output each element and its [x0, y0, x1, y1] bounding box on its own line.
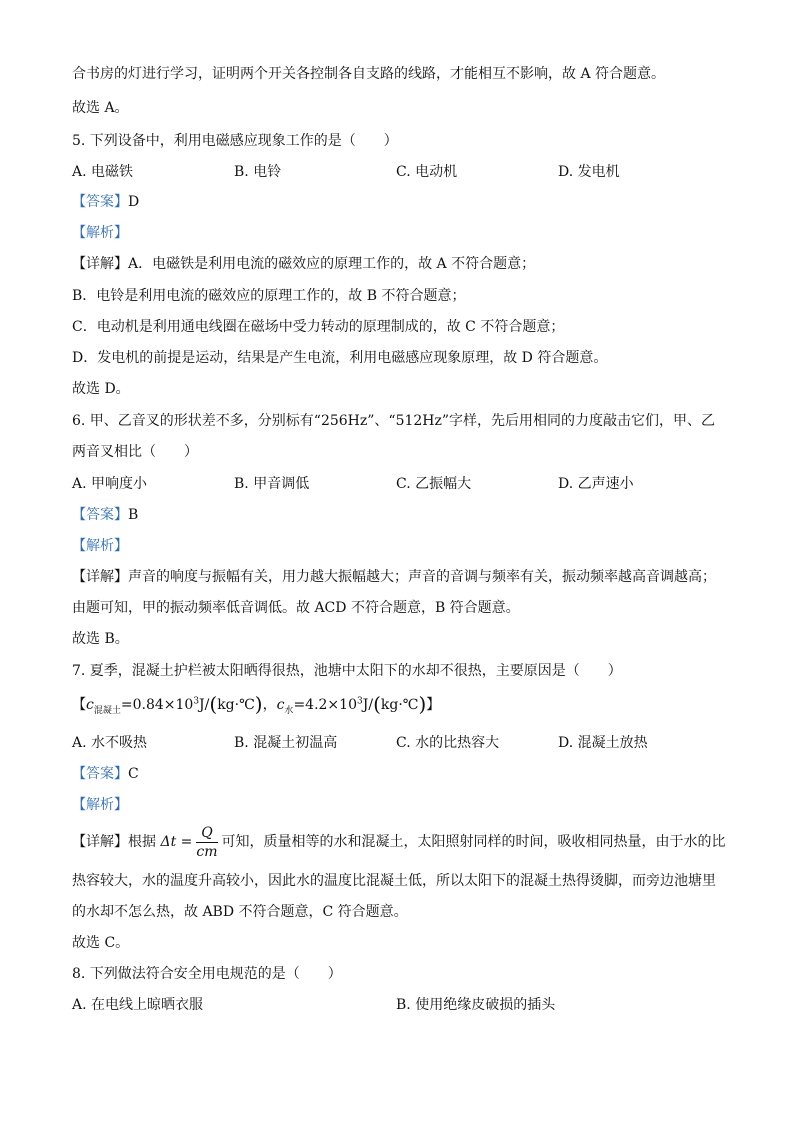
formula-open: 【 — [72, 697, 86, 713]
formula-sub-water: 水 — [284, 705, 294, 716]
analysis-label: 【解析】 — [72, 797, 128, 813]
detail-label: 【详解】 — [72, 256, 128, 272]
q5-detail-line — [72, 254, 535, 274]
question-6: 6. 甲、乙音叉的形状差不多，分别标有“256Hz”、“512Hz”字样，先后用相同的力度敲击它们，甲、乙 — [72, 413, 716, 429]
formula-exp-1: 3 — [193, 696, 200, 707]
answer-value: C — [128, 766, 139, 782]
fraction-numerator: Q — [196, 824, 217, 843]
heat-formula-fraction — [196, 824, 217, 861]
formula-unit-inner-1: kg·℃ — [217, 697, 255, 713]
delta-t-symbol: Δt = — [160, 834, 193, 850]
q6-option-b: B. 甲音调低 — [234, 476, 310, 492]
answer-value: B — [128, 507, 139, 523]
q6-option-d: D. 乙声速小 — [558, 476, 634, 492]
q7-detail-line: 的水却不怎么热，故 ABD 不符合题意，C 符合题意。 — [72, 904, 408, 920]
q5-detail-line: C．电动机是利用通电线圈在磁场中受力转动的原理制成的，故 C 不符合题意； — [72, 319, 565, 335]
formula-c-symbol: c — [276, 697, 285, 713]
formula-c-symbol: c — [86, 697, 94, 713]
fraction-denominator: cm — [196, 843, 218, 860]
answer-label: 【答案】 — [72, 766, 128, 782]
formula-close: 】 — [426, 697, 441, 713]
formula-value-2: =4.2×10 — [293, 697, 357, 713]
q5-option-b: B. 电铃 — [234, 164, 282, 180]
detail-label: 【详解】 — [72, 569, 128, 585]
formula-unit-1: J/ — [199, 697, 210, 713]
conclusion-text: 故选 A。 — [72, 100, 129, 116]
formula-sub-concrete: 混凝土 — [93, 705, 121, 716]
formula-separator: ， — [262, 697, 277, 713]
question-6-cont: 两音叉相比（ ） — [72, 444, 198, 460]
q7-option-c: C. 水的比热容大 — [396, 735, 500, 751]
detail-text: A．电磁铁是利用电流的磁效应的原理工作的，故 A 不符合题意； — [128, 256, 536, 272]
q5-detail-line: B．电铃是利用电流的磁效应的原理工作的，故 B 不符合题意； — [72, 288, 466, 304]
q5-option-d: D. 发电机 — [558, 164, 620, 180]
q7-option-b: B. 混凝土初温高 — [234, 735, 338, 751]
q5-option-c: C. 电动机 — [396, 164, 458, 180]
q5-option-a: A. 电磁铁 — [72, 164, 134, 180]
formula-exp-2: 3 — [356, 696, 363, 707]
answer-value: D — [128, 194, 140, 210]
detail-text: 可知，质量相等的水和混凝土，太阳照射同样的时间，吸收相同热量，由于水的比 — [221, 834, 726, 850]
q6-conclusion: 故选 B。 — [72, 631, 129, 647]
q6-option-a: A. 甲响度小 — [72, 476, 148, 492]
q5-answer — [72, 192, 139, 212]
q7-analysis-label — [72, 795, 128, 815]
q7-formula: 【$c_{混凝土}=0.84\times 10^3J/(kg\cdot℃)$，$c_水=4.2\times 10^3J/(kg\cdot℃)$】 — [72, 692, 441, 716]
detail-label: 【详解】 — [72, 834, 128, 850]
q8-option-b: B. 使用绝缘皮破损的插头 — [396, 997, 556, 1013]
q6-detail-line — [72, 567, 716, 587]
formula-unit-inner-2: kg·℃ — [380, 697, 419, 713]
question-5: 5. 下列设备中，利用电磁感应现象工作的是（ ） — [72, 133, 398, 149]
q5-detail-line: D．发电机的前提是运动，结果是产生电流，利用电磁感应现象原理，故 D 符合题意。 — [72, 350, 608, 366]
q5-conclusion: 故选 D。 — [72, 381, 130, 397]
detail-text: 声音的响度与振幅有关，用力越大振幅越大；声音的音调与频率有关，振动频率越高音调越高； — [128, 569, 716, 585]
q6-answer — [72, 505, 138, 525]
q7-answer — [72, 764, 139, 784]
analysis-label: 【解析】 — [72, 225, 128, 241]
q7-option-d: D. 混凝土放热 — [558, 735, 648, 751]
q6-analysis-label — [72, 536, 128, 556]
question-7: 7. 夏季，混凝土护栏被太阳晒得很热，池塘中太阳下的水却不很热，主要原因是（ ） — [72, 663, 622, 679]
q7-detail-line: 热容较大，水的温度升高较小，因此水的温度比混凝土低，所以太阳下的混凝土热得烫脚，而旁边池塘里 — [72, 873, 716, 889]
q6-detail-line: 由题可知，甲的振动频率低音调低。故 ACD 不符合题意，B 符合题意。 — [72, 600, 520, 616]
q6-option-c: C. 乙振幅大 — [396, 476, 472, 492]
q7-conclusion: 故选 C。 — [72, 935, 130, 951]
q7-option-a: A. 水不吸热 — [72, 735, 148, 751]
answer-label: 【答案】 — [72, 507, 128, 523]
detail-text: 根据 — [128, 834, 156, 850]
answer-label: 【答案】 — [72, 194, 128, 210]
question-8: 8. 下列做法符合安全用电规范的是（ ） — [72, 966, 342, 982]
paragraph-line: 合书房的灯进行学习，证明两个开关各控制各自支路的线路，才能相互不影响，故 A 符合题意。 — [72, 66, 666, 82]
analysis-label: 【解析】 — [72, 538, 128, 554]
q5-analysis-label — [72, 223, 128, 243]
q7-detail-line — [72, 822, 726, 862]
formula-value-1: =0.84×10 — [120, 697, 194, 713]
q8-option-a: A. 在电线上晾晒衣服 — [72, 997, 204, 1013]
formula-unit-2: J/ — [362, 697, 374, 713]
